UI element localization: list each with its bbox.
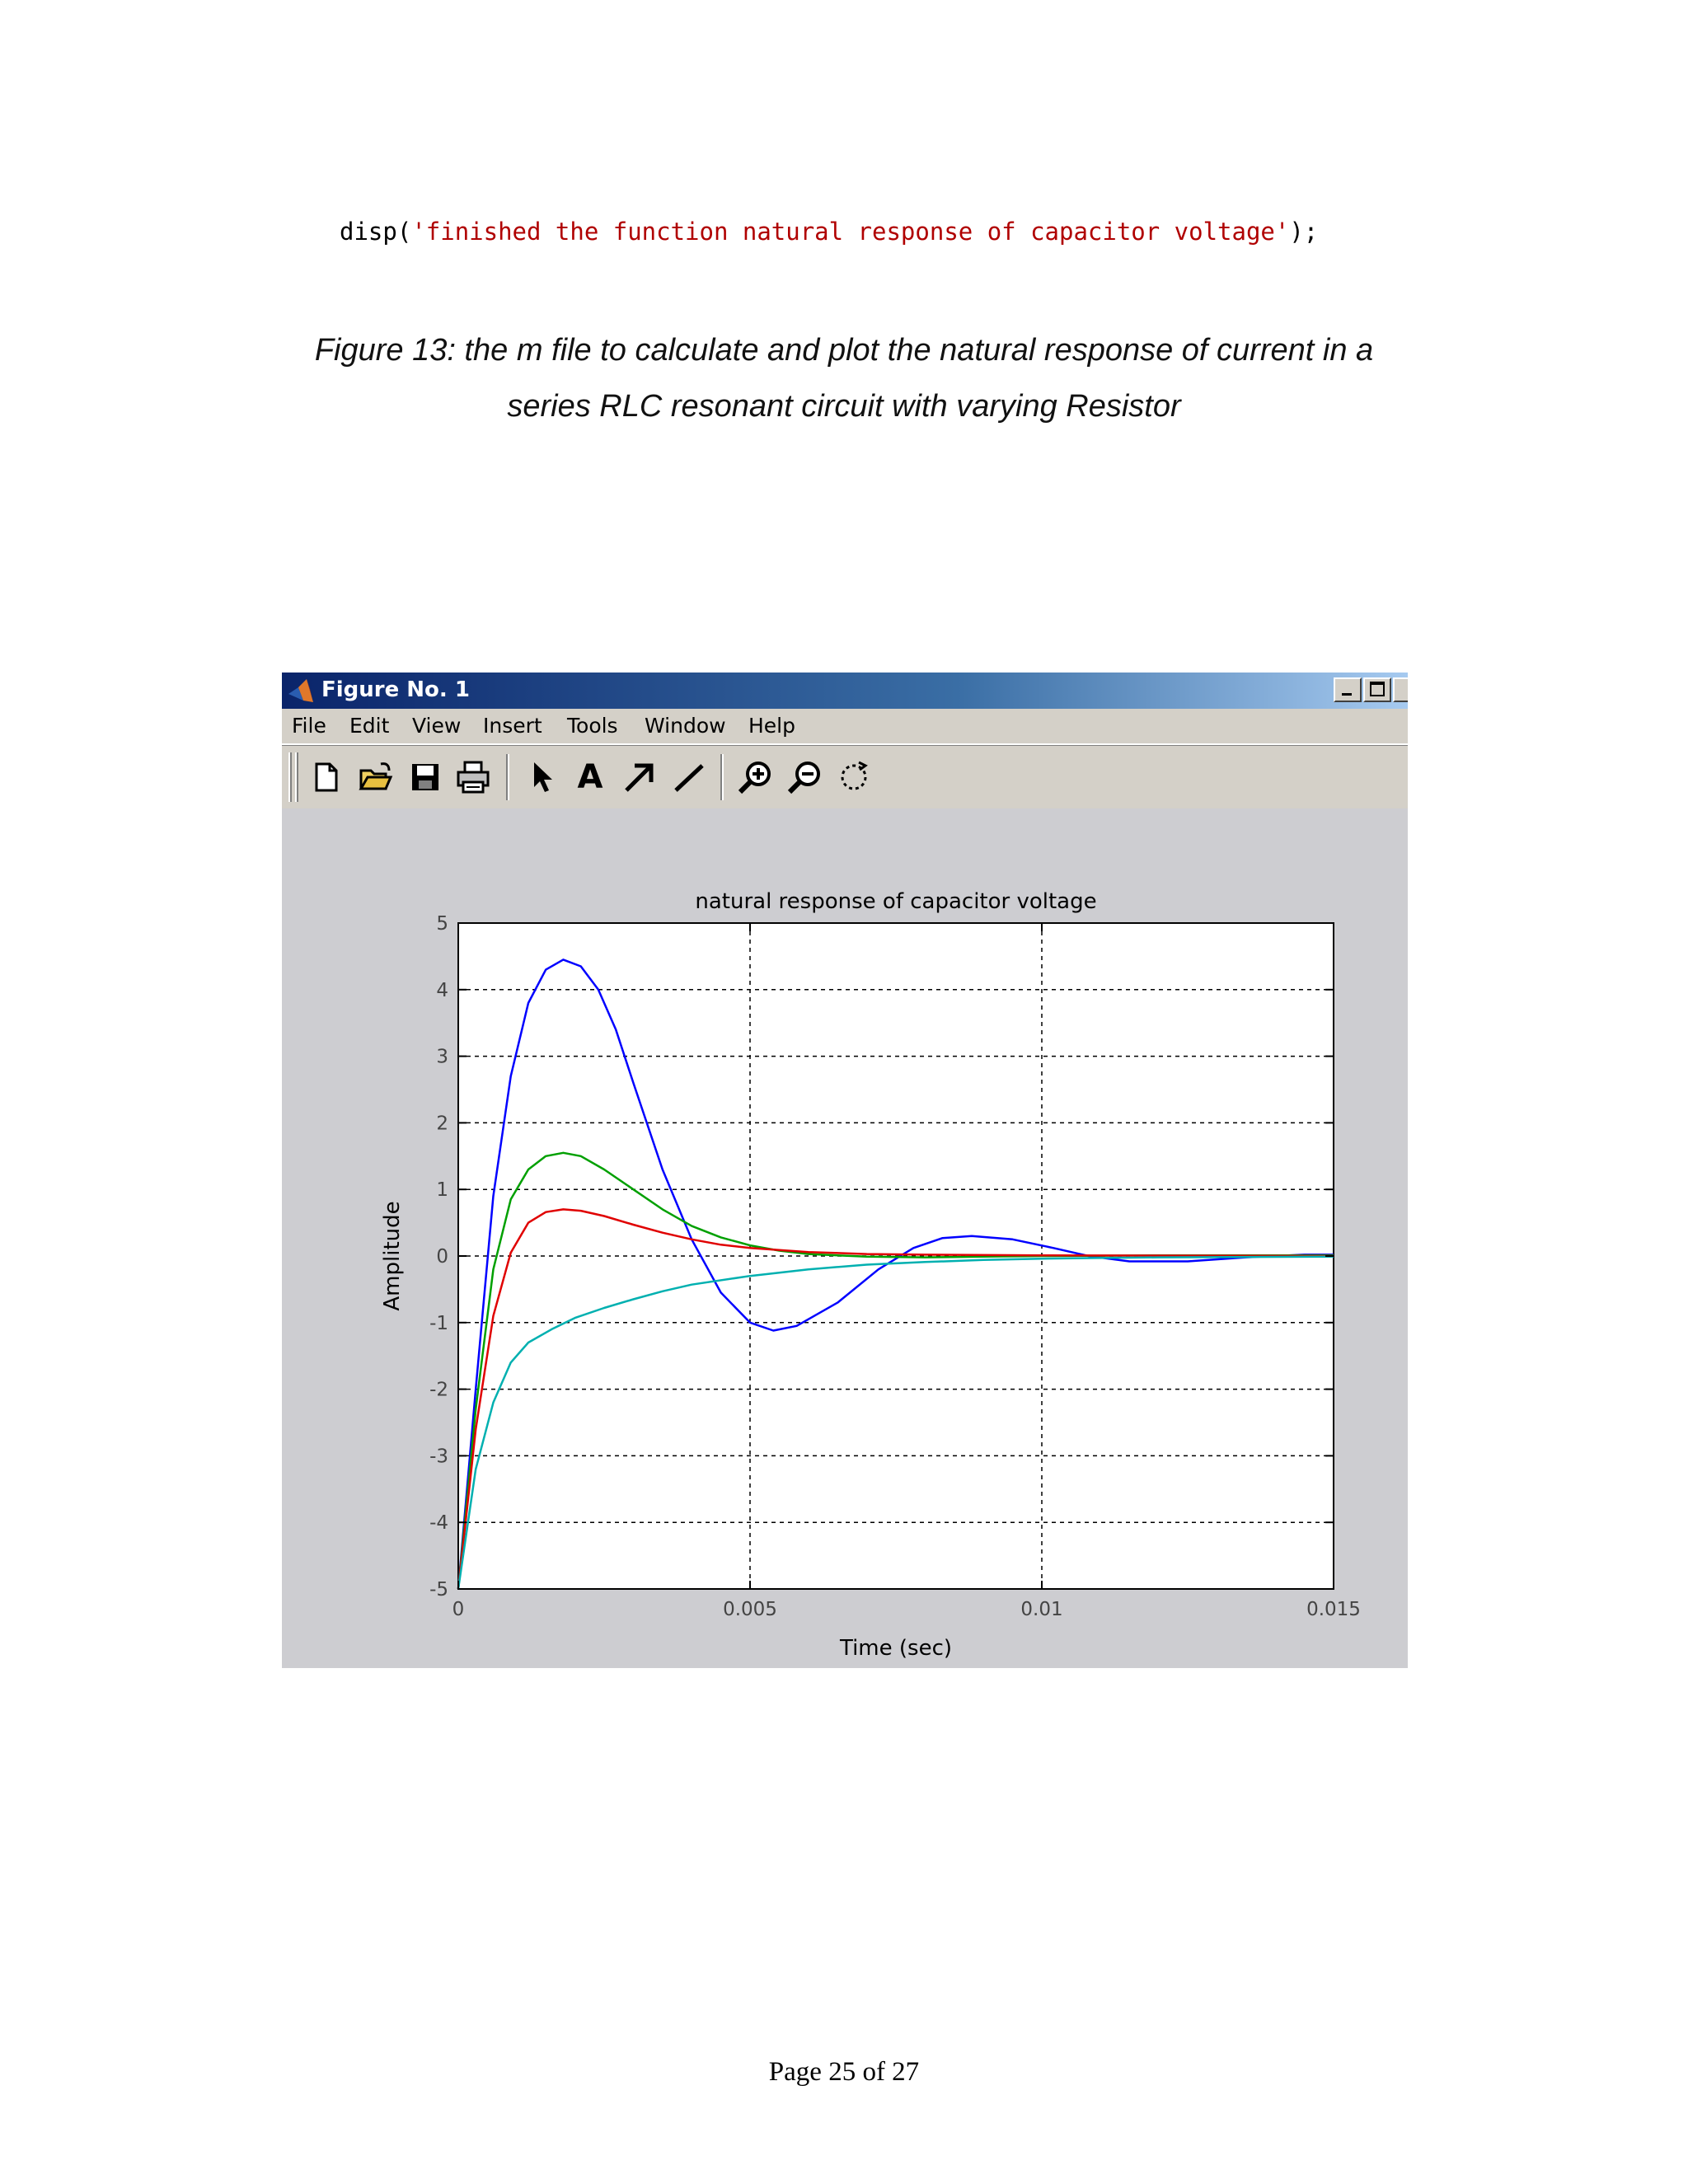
maximize-icon	[1365, 679, 1390, 701]
figure-window	[282, 673, 1408, 1668]
maximize-button[interactable]	[1363, 677, 1391, 702]
y-tick-label: -5	[429, 1579, 448, 1601]
chart-title: natural response of capacitor voltage	[695, 889, 1097, 914]
toolbar-separator-2	[720, 754, 724, 800]
y-tick-label: 4	[436, 979, 448, 1001]
page-number: Page 25 of 27	[768, 2057, 920, 2087]
y-tick-label: 1	[436, 1179, 448, 1202]
print-icon[interactable]	[453, 757, 493, 797]
menu-help[interactable]: Help	[748, 714, 795, 738]
y-tick-label: -2	[429, 1379, 448, 1401]
plot-area	[282, 808, 1408, 1668]
text-icon[interactable]: A	[577, 758, 603, 796]
x-tick-label: 0.015	[1306, 1599, 1361, 1620]
toolbar-grip-2[interactable]	[295, 752, 298, 802]
zoom-out-icon[interactable]	[785, 757, 824, 797]
toolbar	[282, 745, 1408, 808]
y-tick-label: 0	[436, 1246, 448, 1268]
figure-caption-line-1: Figure 13: the m file to calculate and plot the natural response of current in a	[314, 333, 1374, 368]
zoom-in-icon[interactable]	[735, 757, 775, 797]
y-tick-label: -1	[429, 1312, 448, 1334]
menu-edit[interactable]: Edit	[349, 714, 390, 738]
x-tick-label: 0.01	[1020, 1599, 1063, 1620]
save-icon[interactable]	[406, 757, 445, 797]
matlab-icon	[287, 677, 315, 704]
code-line	[340, 218, 1318, 246]
y-tick-label: 5	[436, 913, 448, 935]
y-tick-label: -3	[429, 1446, 448, 1468]
y-axis-label: Amplitude	[380, 1201, 405, 1311]
pointer-icon[interactable]	[521, 757, 560, 797]
code-string: 'finished the function natural response of capacitor voltage'	[411, 218, 1290, 246]
code-function: disp(	[340, 218, 412, 246]
x-tick-label: 0	[452, 1599, 465, 1620]
toolbar-separator	[506, 754, 509, 800]
minimize-button[interactable]	[1334, 677, 1362, 702]
figure-caption-line-2: series RLC resonant circuit with varying Resistor	[507, 389, 1181, 424]
x-axis-label: Time (sec)	[839, 1636, 953, 1661]
title-bar[interactable]	[282, 673, 1408, 709]
line-icon[interactable]	[669, 757, 709, 797]
close-button[interactable]	[1393, 677, 1408, 702]
arrow-icon[interactable]	[620, 757, 659, 797]
open-folder-icon[interactable]	[356, 757, 396, 797]
rotate-icon[interactable]	[834, 757, 874, 797]
y-tick-label: 3	[436, 1046, 448, 1068]
code-end: );	[1289, 218, 1319, 246]
menu-bar	[282, 709, 1408, 745]
new-file-icon[interactable]	[307, 757, 346, 797]
window-title: Figure No. 1	[321, 677, 470, 702]
menu-file[interactable]: File	[292, 714, 326, 738]
toolbar-grip[interactable]	[288, 752, 292, 802]
y-tick-label: -4	[429, 1512, 448, 1535]
menu-tools[interactable]: Tools	[567, 714, 618, 738]
menu-window[interactable]: Window	[645, 714, 726, 738]
x-tick-label: 0.005	[723, 1599, 777, 1620]
menu-view[interactable]: View	[412, 714, 462, 738]
menu-insert[interactable]: Insert	[483, 714, 542, 738]
y-tick-label: 2	[436, 1113, 448, 1135]
minimize-icon	[1335, 679, 1360, 701]
